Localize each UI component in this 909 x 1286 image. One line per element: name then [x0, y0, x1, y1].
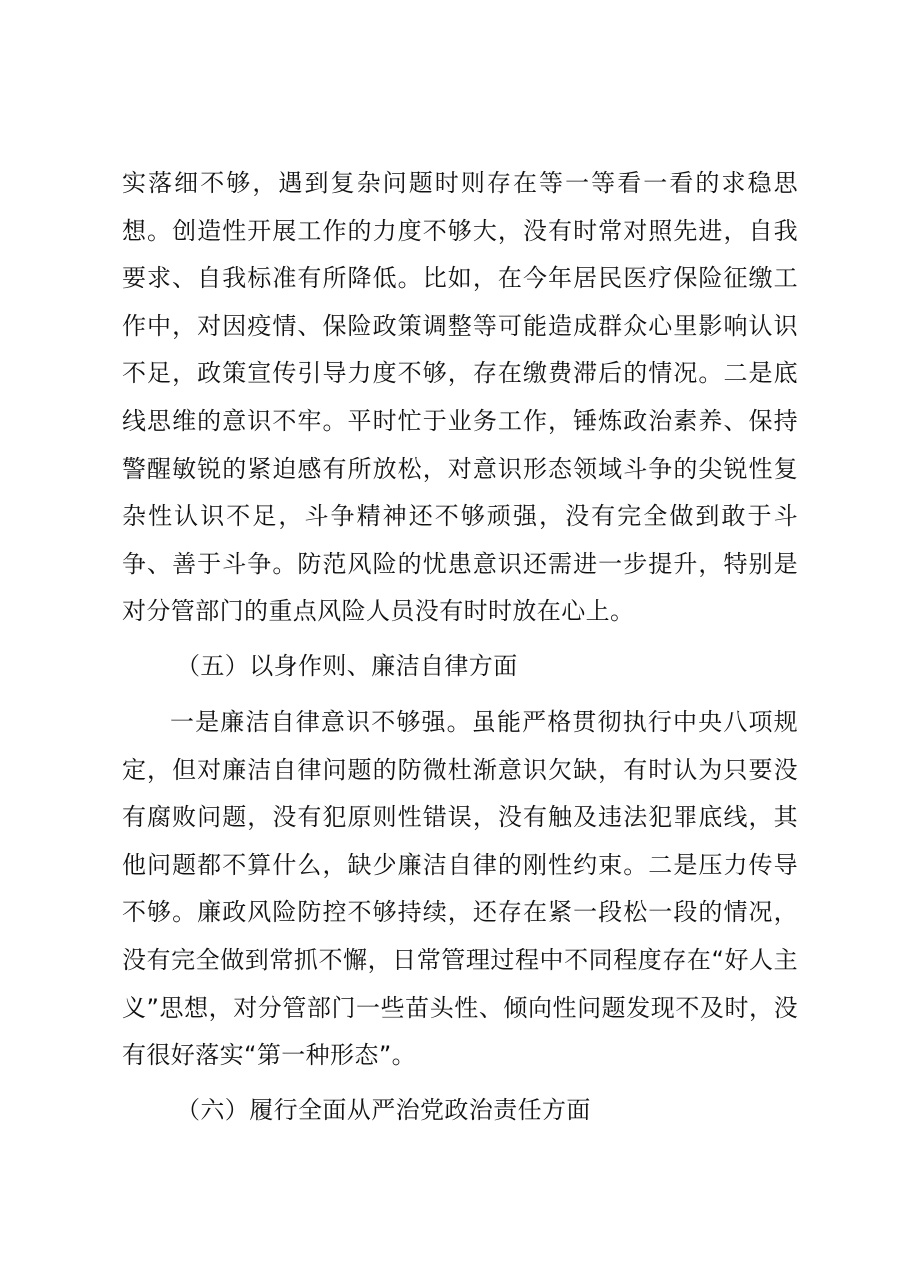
section-six-heading: （六）履行全面从严治党政治责任方面 [176, 1096, 591, 1124]
section-five-heading: （五）以身作则、廉洁自律方面 [176, 652, 518, 680]
continued-paragraph: 实落细不够，遇到复杂问题时则存在等一等看一看的求稳思想。创造性开展工作的力度不够大，没有时常对照先进，自我要求、自我标准有所降低。比如，在今年居民医疗保险征缴工作中，对因疫情、保险政策调整等可能造成群众心里影响认识不足，政策宣传引导力度不够，存在缴费滞后的情况。二是底线思维的意识不牢。平时忙于业务工作，锤炼政治素养、保持警醒敏锐的紧迫感有所放松，对意识形态领域斗争的尖锐性复杂性认识不足，斗争精神还不够顽强，没有完全做到敢于斗争、善于斗争。防范风险的忧患意识还需进一步提升，特别是对分管部门的重点风险人员没有时时放在心上。 [122, 169, 798, 626]
section-five-paragraph: 一是廉洁自律意识不够强。虽能严格贯彻执行中央八项规定，但对廉洁自律问题的防微杜渐意识欠缺，有时认为只要没有腐败问题，没有犯原则性错误，没有触及违法犯罪底线，其他问题都不算什么，缺少廉洁自律的刚性约束。二是压力传导不够。廉政风险防控不够持续，还存在紧一段松一段的情况，没有完全做到常抓不懈，日常管理过程中不同程度存在“好人主义”思想，对分管部门一些苗头性、倾向性问题发现不及时，没有很好落实“第一种形态”。 [122, 708, 798, 1070]
